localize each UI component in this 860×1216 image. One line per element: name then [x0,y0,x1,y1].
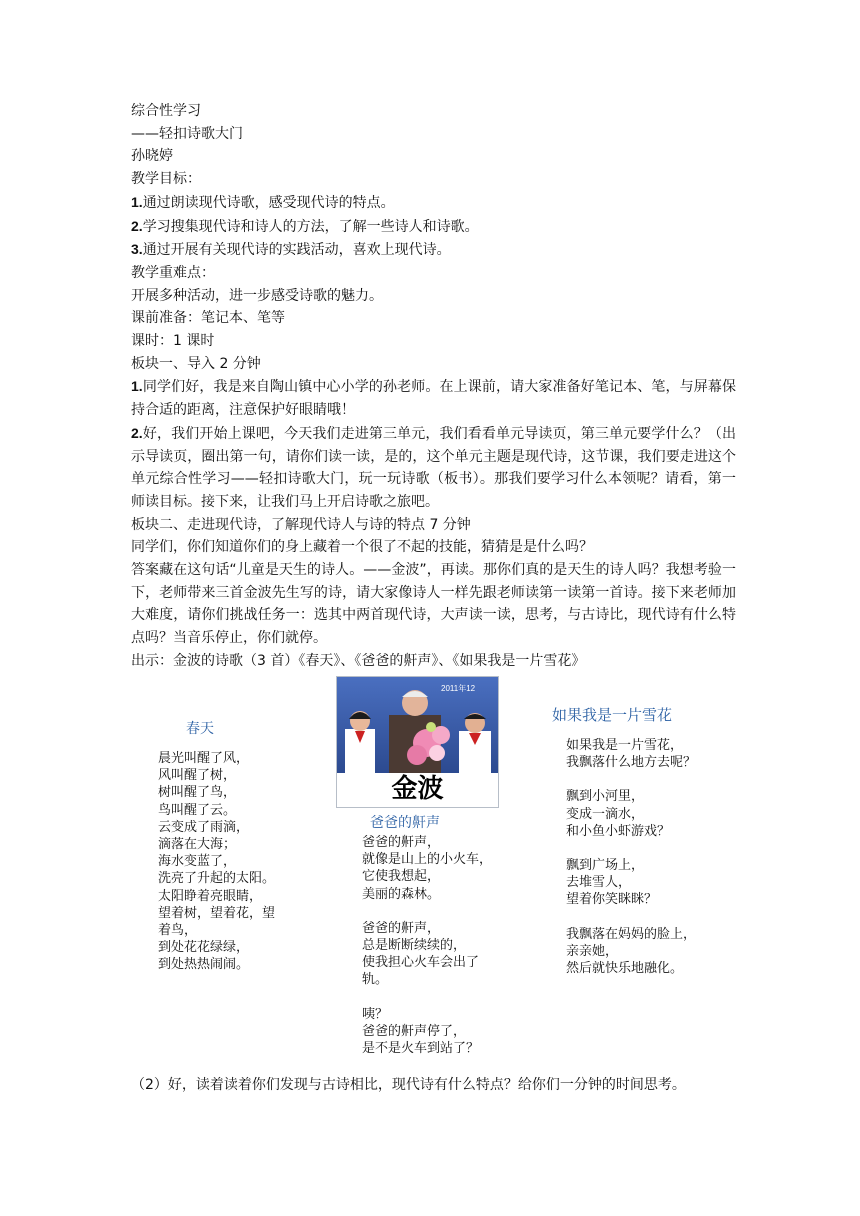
poem-line: 着鸟， [158,923,198,939]
poem-line: 爸爸的鼾声， [362,920,441,936]
poem-line: 总是断断续续的， [362,938,467,954]
goal-text: 学习搜集现代诗和诗人的方法，了解一些诗人和诗歌。 [142,218,479,235]
preparation-line: 课前准备：笔记本、笔等 [131,310,285,327]
key-points-heading: 教学重难点： [131,264,215,281]
poem-snowflake [552,704,696,977]
photo-banner-text: 2011年12 [441,684,476,693]
section-two-heading: 板块二、走进现代诗，了解现代诗人与诗的特点 7 分钟 [131,516,471,533]
paragraph: 答案藏在这句话“儿童是天生的诗人。——金波”，再读。那你们真的是天生的诗人吗？我想考验一下，老师带来三首金波先生写的诗，请大家像诗人一样先跟老师读第一读第一首诗。接下来老师加大难度，请你们挑战任务一：选其中两首现代诗，大声读一读，思考，与古诗比，现代诗有什么特点吗？当音乐停止，你们就停。 [131,562,736,647]
poem-line: 我飘落在妈妈的脸上， [566,926,697,942]
poet-photo [336,676,499,808]
doc-subtitle: ——轻扣诗歌大门 [131,125,243,142]
poem-line: 飘到小河里， [566,789,645,805]
poem-line: 轨。 [362,972,389,988]
paragraph-text: 同学们好，我是来自陶山镇中心小学的孙老师。在上课前，请大家准备好笔记本、笔，与屏幕保持合适的距离，注意保护好眼睛哦！ [131,379,736,419]
poem-line: 如果我是一片雪花， [566,738,684,753]
poem-line: 晨光叫醒了风， [158,751,250,766]
poem-line: 美丽的森林。 [362,886,441,902]
poem-line: 树叫醒了鸟， [158,785,237,801]
poem-line: 飘到广场上， [566,858,645,874]
paragraph-number: 2. [131,424,143,441]
poem-line: 咦？ [362,1006,389,1022]
poem-line: 太阳睁着亮眼睛， [158,888,263,904]
poem-line: 去堆雪人， [566,875,632,891]
goal-number: 1. [131,193,143,210]
doc-author: 孙晓婷 [131,148,173,165]
key-points-text: 开展多种活动，进一步感受诗歌的魅力。 [131,287,383,304]
paragraph: 同学们，你们知道你们的身上藏着一个很了不起的技能，猜猜是是什么吗？ [131,539,593,556]
goal-number: 3. [131,241,143,258]
paragraph-text: 好，我们开始上课吧，今天我们走进第三单元，我们看看单元导读页，第三单元要学什么？（出示导读页，圈出第一句，请你们读一读，是的，这个单元主题是现代诗，这节课，我们要走进这个单元综合性学习——轻扣诗歌大门，玩一玩诗歌（板书）。那我们要学习什么本领呢？请看，第一师读目标。接下来，让我们马上开启诗歌之旅吧。 [131,425,736,510]
poem-spring [158,718,275,974]
poem-line: 我飘落什么地方去呢？ [566,755,697,771]
poem-line: 使我担心火车会出了 [362,955,480,971]
poem-line: 就像是山上的小火车， [362,852,493,868]
poem-dad-snoring [362,812,492,1057]
poem-line: 它使我想起， [362,869,441,885]
poem-line: 亲亲她， [566,943,619,959]
goals-heading: 教学目标： [131,171,201,188]
goal-item [131,215,736,239]
poem-line: 云变成了雨滴， [158,819,250,835]
section-one-heading: 板块一、导入 2 分钟 [131,355,261,372]
question-line: （2）好，读着读着你们发现与古诗相比，现代诗有什么特点？给你们一分钟的时间思考。 [131,1077,686,1093]
poem-line: 洗亮了升起的太阳。 [158,871,276,887]
poem-title: 春天 [186,721,214,737]
poem-line: 爸爸的鼾声停了， [362,1023,467,1039]
goal-item [131,191,736,215]
show-poems-line: 出示：金波的诗歌（3 首）《春天》、《爸爸的鼾声》、《如果我是一片雪花》 [131,652,586,669]
goal-item [131,238,736,262]
poem-line: 到处热热闹闹。 [158,957,250,973]
poem-line: 和小鱼小虾游戏？ [566,823,671,839]
goal-number: 2. [131,217,143,234]
poem-line: 风叫醒了树， [158,768,237,784]
poem-line: 鸟叫醒了云。 [158,802,237,818]
poem-line: 到处花花绿绿， [158,940,250,956]
poem-line: 滴落在大海； [158,837,237,853]
poem-line: 望着你笑眯眯？ [566,892,658,908]
poem-line: 海水变蓝了， [158,854,237,870]
poem-title: 如果我是一片雪花 [552,706,673,724]
poem-title: 爸爸的鼾声 [370,815,440,831]
poem-line: 望着树，望着花，望 [158,905,276,921]
paragraph-number: 1. [131,378,143,395]
goal-text: 通过开展有关现代诗的实践活动，喜欢上现代诗。 [142,242,451,259]
paragraph [131,422,736,514]
paragraph [131,375,736,421]
poem-line: 然后就快乐地融化。 [566,961,684,977]
doc-title: 综合性学习 [131,103,201,119]
poem-line: 爸爸的鼾声， [362,835,441,850]
poem-line: 变成一滴水， [566,806,645,822]
document-body [131,100,736,673]
photo-image [337,677,498,773]
photo-caption: 金波 [391,774,444,804]
class-hours-line: 课时：1 课时 [131,333,215,350]
poem-line: 是不是火车到站了？ [362,1041,480,1057]
goal-text: 通过朗读现代诗歌，感受现代诗的特点。 [142,194,395,211]
